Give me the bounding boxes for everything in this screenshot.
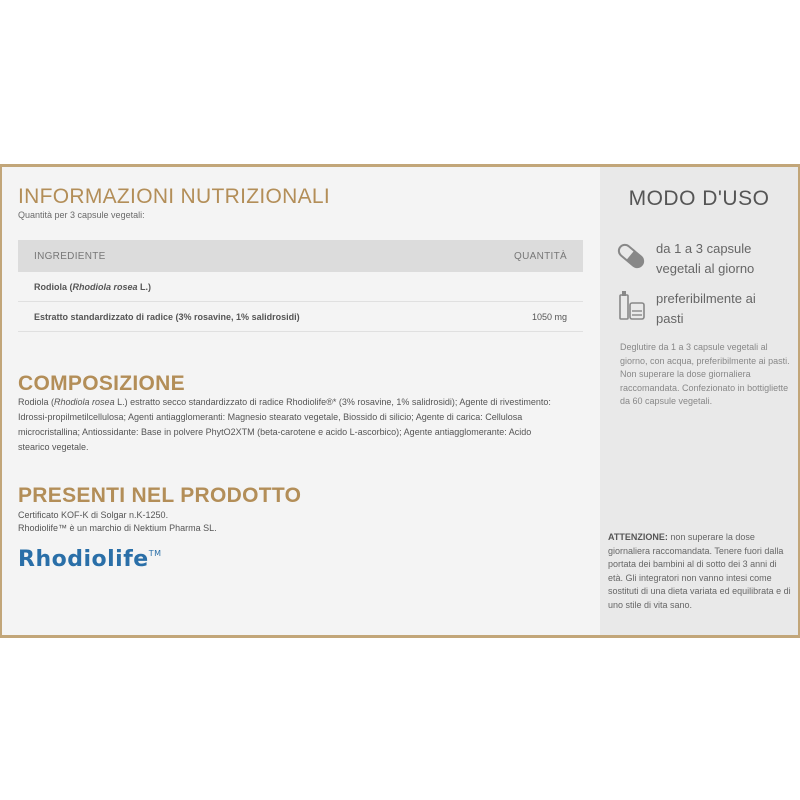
rhodiolife-logo: Rhodiolife™ [18, 547, 162, 572]
meal-plate-icon [614, 289, 648, 323]
dose-text: da 1 a 3 capsule vegetali al giorno [656, 241, 755, 276]
trademark-line: Rhodiolife™ è un marchio di Nektium Pharma SL. [18, 523, 217, 533]
usage-title: MODO D'USO [628, 187, 770, 210]
table-header [18, 240, 583, 272]
timing-text: preferibilmente ai pasti [656, 291, 756, 326]
ingredient-name: Rodiola (Rhodiola rosea L.) [34, 281, 152, 292]
ingredient-name: Estratto standardizzato di radice (3% rosavine, 1% salidrosidi) [34, 311, 300, 322]
usage-section [600, 167, 798, 635]
table-row [18, 272, 583, 302]
timing-row [614, 289, 786, 329]
column-quantity: QUANTITÀ [514, 250, 567, 262]
table-row [18, 302, 583, 332]
nutrition-title: INFORMAZIONI NUTRIZIONALI [18, 185, 330, 208]
composition-text: Rodiola (Rhodiola rosea L.) estratto secco standardizzato di radice Rhodiolife®* (3% rosavine, 1% salidrosidi); Agente di rivestimento: Idrossi-propilmetilcellulosa; Agenti antiagglomeranti: Magnesio stearato vegetale, Biossido di silicio; Agente di carica: Cellulosa microcristallina; Antiossidante: Base in polvere PhytO2XTM (beta-carotene e acido L-ascorbico); Agente antiagglomerante: Acido stearico vegetale. [18, 397, 551, 452]
warning-text: ATTENZIONE: non superare la dose giornaliera raccomandata. Tenere fuori dalla portata dei bambini al di sotto dei 3 anni di età. Gli integratori non vanno intesi come sostituti di una dieta variata ed equilibrata e di uno stile di vita sano. [608, 532, 791, 610]
nutrition-section [2, 167, 600, 635]
dose-row [614, 239, 786, 279]
nutrition-subtitle: Quantità per 3 capsule vegetali: [18, 210, 145, 220]
certification-line: Certificato KOF-K di Solgar n.K-1250. [18, 510, 169, 520]
nutrition-table [18, 240, 583, 332]
capsule-icon [614, 239, 648, 273]
ingredient-qty: 1050 mg [531, 311, 567, 322]
product-info-panel [0, 164, 800, 638]
warning-label: ATTENZIONE: [608, 532, 668, 542]
present-text [18, 509, 217, 535]
composition-title: COMPOSIZIONE [18, 372, 185, 395]
column-ingredient: INGREDIENTE [34, 250, 106, 262]
usage-description: Deglutire da 1 a 3 capsule vegetali al giorno, con acqua, preferibilmente ai pasti. Non superare la dose giornaliera raccomandata. Confezionato in bottigliette da 60 capsule vegetali. [620, 342, 790, 406]
present-title: PRESENTI NEL PRODOTTO [18, 484, 302, 507]
